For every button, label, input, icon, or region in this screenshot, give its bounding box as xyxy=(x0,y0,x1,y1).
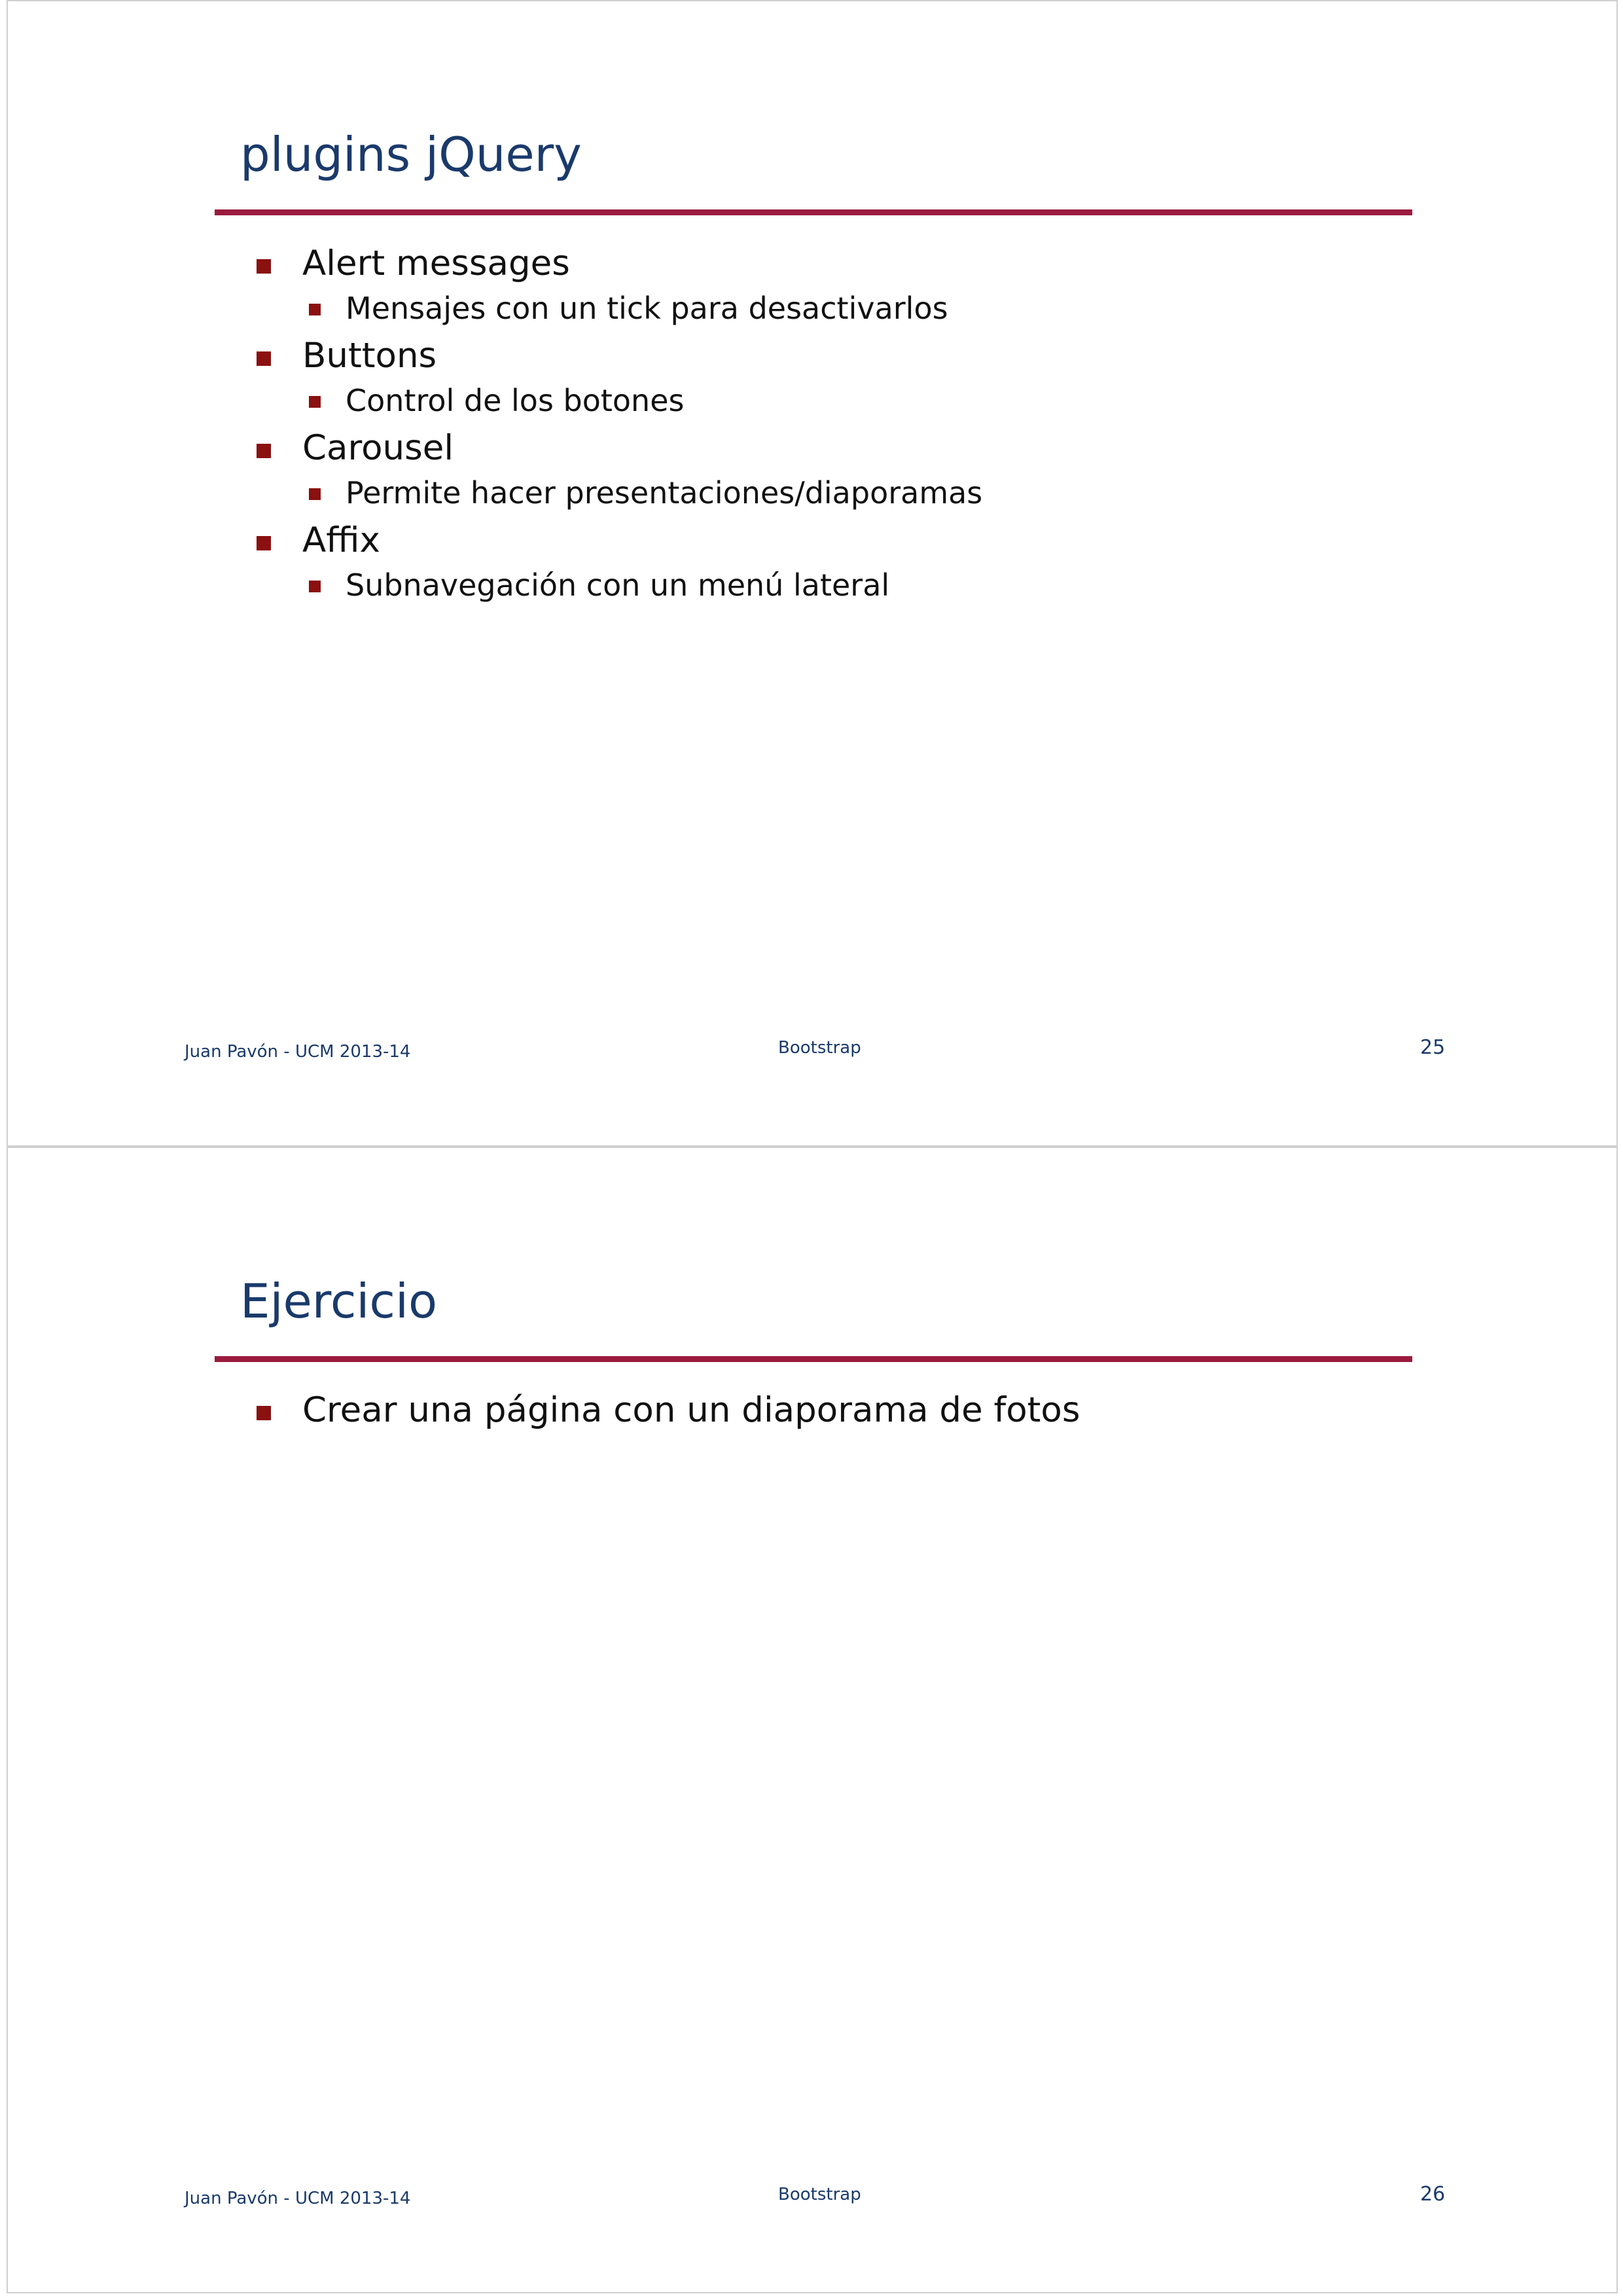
page-number: 26 xyxy=(1420,2183,1446,2206)
list-item-text: Affix xyxy=(302,520,380,560)
footer-author: Juan Pavón - UCM 2013-14 xyxy=(185,1042,411,1062)
list-item-text: Buttons xyxy=(302,336,437,376)
square-bullet-icon xyxy=(309,488,321,500)
square-bullet-icon xyxy=(309,581,321,592)
bullet-list xyxy=(8,1148,1616,2292)
list-item-text: Crear una página con un diaporama de fotos xyxy=(302,1390,1080,1430)
square-bullet-icon xyxy=(257,444,271,458)
list-item xyxy=(302,520,380,560)
sub-list-item-text: Control de los botones xyxy=(346,383,685,418)
square-bullet-icon xyxy=(257,1406,271,1420)
list-item xyxy=(302,336,437,376)
sub-list-item xyxy=(346,291,948,326)
square-bullet-icon xyxy=(257,259,271,274)
footer-author: Juan Pavón - UCM 2013-14 xyxy=(185,2189,411,2208)
sub-list-item xyxy=(346,567,890,603)
slide-title: plugins jQuery xyxy=(240,127,582,182)
slide-26 xyxy=(7,1147,1618,2293)
sub-list-item-text: Permite hacer presentaciones/diaporamas xyxy=(346,475,983,511)
footer-topic: Bootstrap xyxy=(778,2185,861,2204)
sub-list-item xyxy=(346,475,983,511)
square-bullet-icon xyxy=(257,536,271,550)
list-item-text: Alert messages xyxy=(302,243,570,283)
list-item xyxy=(302,428,454,468)
square-bullet-icon xyxy=(257,351,271,366)
page-number: 25 xyxy=(1420,1036,1446,1059)
list-item xyxy=(302,243,570,283)
slide-title: Ejercicio xyxy=(240,1274,438,1329)
sub-list-item xyxy=(346,383,685,418)
footer-topic: Bootstrap xyxy=(778,1038,861,1058)
list-item xyxy=(302,1390,1080,1430)
sub-list-item-text: Mensajes con un tick para desactivarlos xyxy=(346,291,948,326)
bullet-list xyxy=(8,1,1616,1145)
sub-list-item-text: Subnavegación con un menú lateral xyxy=(346,567,890,603)
slide-25 xyxy=(7,0,1618,1147)
square-bullet-icon xyxy=(309,396,321,408)
square-bullet-icon xyxy=(309,304,321,315)
list-item-text: Carousel xyxy=(302,428,454,468)
